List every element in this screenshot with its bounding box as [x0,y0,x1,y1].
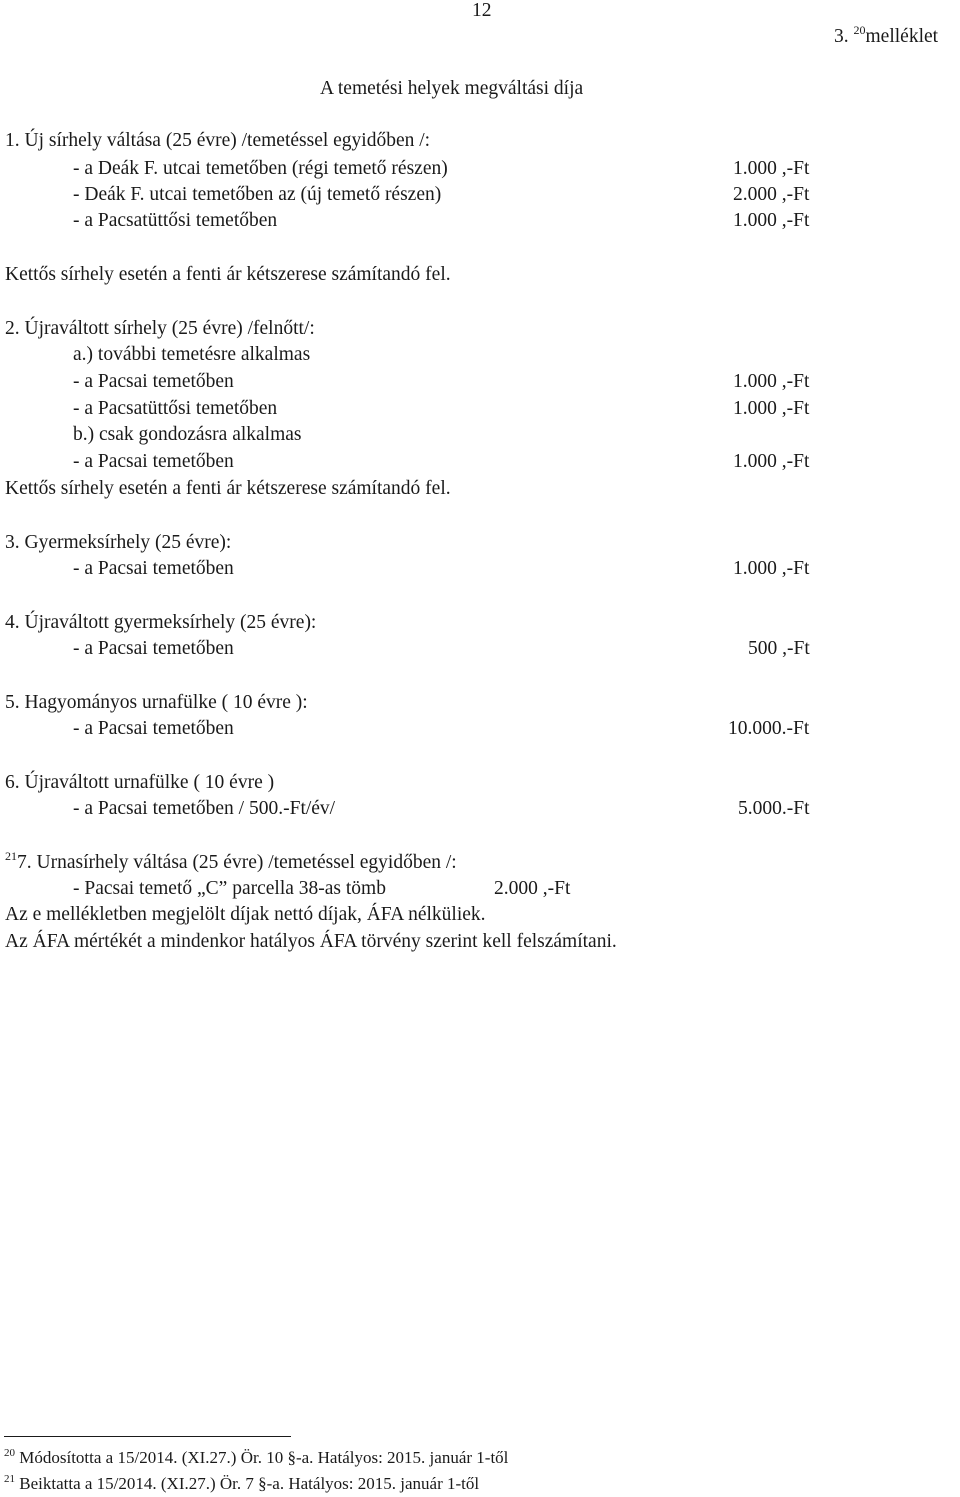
section-2-row-price: 1.000 ,-Ft [733,451,810,472]
section-4-row-price: 500 ,-Ft [748,638,810,659]
section-2-row-price: 1.000 ,-Ft [733,398,810,419]
section-6-row-price: 5.000.-Ft [738,798,810,819]
footnote [4,1448,508,1468]
section-2-row-label: - a Pacsai temetőben [73,371,234,392]
section-6-row-label: - a Pacsai temetőben / 500.-Ft/év/ [73,798,336,819]
section-1-note: Kettős sírhely esetén a fenti ár kétszerese számítandó fel. [5,264,451,285]
footnote-text: Beiktatta a 15/2014. (XI.27.) Ör. 7 §-a. Hatályos: 2015. január 1-től [19,1474,480,1493]
closing-line: Az e mellékletben megjelölt díjak nettó díjak, ÁFA nélküliek. [5,904,486,925]
section-4-heading: 4. Újraváltott gyermeksírhely (25 évre): [5,612,317,633]
section-2-sub-a: a.) további temetésre alkalmas [73,344,311,365]
section-7-heading [5,850,457,876]
section-7-footnote-ref: 21 [5,849,17,863]
closing-line: Az ÁFA mértékét a mindenkor hatályos ÁFA törvény szerint kell felszámítani. [5,931,617,952]
section-3-row-label: - a Pacsai temetőben [73,558,234,579]
section-2-sub-b: b.) csak gondozásra alkalmas [73,424,302,445]
footnote [4,1474,479,1494]
section-1-heading: 1. Új sírhely váltása (25 évre) /temetéssel egyidőben /: [5,130,431,151]
footnote-separator [4,1436,291,1437]
annex-label [834,24,938,50]
annex-footnote-ref: 20 [853,23,866,37]
section-2-row-price: 1.000 ,-Ft [733,371,810,392]
section-1-row-price: 2.000 ,-Ft [733,184,810,205]
section-3-heading: 3. Gyermeksírhely (25 évre): [5,532,232,553]
section-1-row-price: 1.000 ,-Ft [733,210,810,231]
section-5-heading: 5. Hagyományos urnafülke ( 10 évre ): [5,692,308,713]
section-1-row-label: - a Deák F. utcai temetőben (régi temető részen) [73,158,448,179]
annex-prefix: 3. [834,26,849,47]
section-2-row-label: - a Pacsai temetőben [73,451,234,472]
section-5-row-price: 10.000.-Ft [728,718,810,739]
section-7-row-label: - Pacsai temető „C” parcella 38-as tömb [73,878,386,899]
section-1-row-label: - a Pacsatüttősi temetőben [73,210,278,231]
section-1-row-price: 1.000 ,-Ft [733,158,810,179]
section-4-row-label: - a Pacsai temetőben [73,638,234,659]
footnote-number: 20 [4,1447,15,1459]
footnote-text: Módosította a 15/2014. (XI.27.) Ör. 10 §-a. Hatályos: 2015. január 1-től [19,1448,509,1467]
section-2-heading: 2. Újraváltott sírhely (25 évre) /felnőtt/: [5,318,315,339]
section-2-row-label: - a Pacsatüttősi temetőben [73,398,278,419]
section-7-heading-text: 7. Urnasírhely váltása (25 évre) /temetéssel egyidőben /: [17,852,457,873]
annex-word: melléklet [865,26,939,47]
section-6-heading: 6. Újraváltott urnafülke ( 10 évre ) [5,772,275,793]
footnote-number: 21 [4,1473,15,1485]
section-7-row-price: 2.000 ,-Ft [494,878,571,899]
document-title: A temetési helyek megváltási díja [320,78,584,99]
page-number: 12 [472,0,492,21]
section-3-row-price: 1.000 ,-Ft [733,558,810,579]
section-1-row-label: - Deák F. utcai temetőben az (új temető részen) [73,184,442,205]
section-2-note: Kettős sírhely esetén a fenti ár kétszerese számítandó fel. [5,478,451,499]
section-5-row-label: - a Pacsai temetőben [73,718,234,739]
